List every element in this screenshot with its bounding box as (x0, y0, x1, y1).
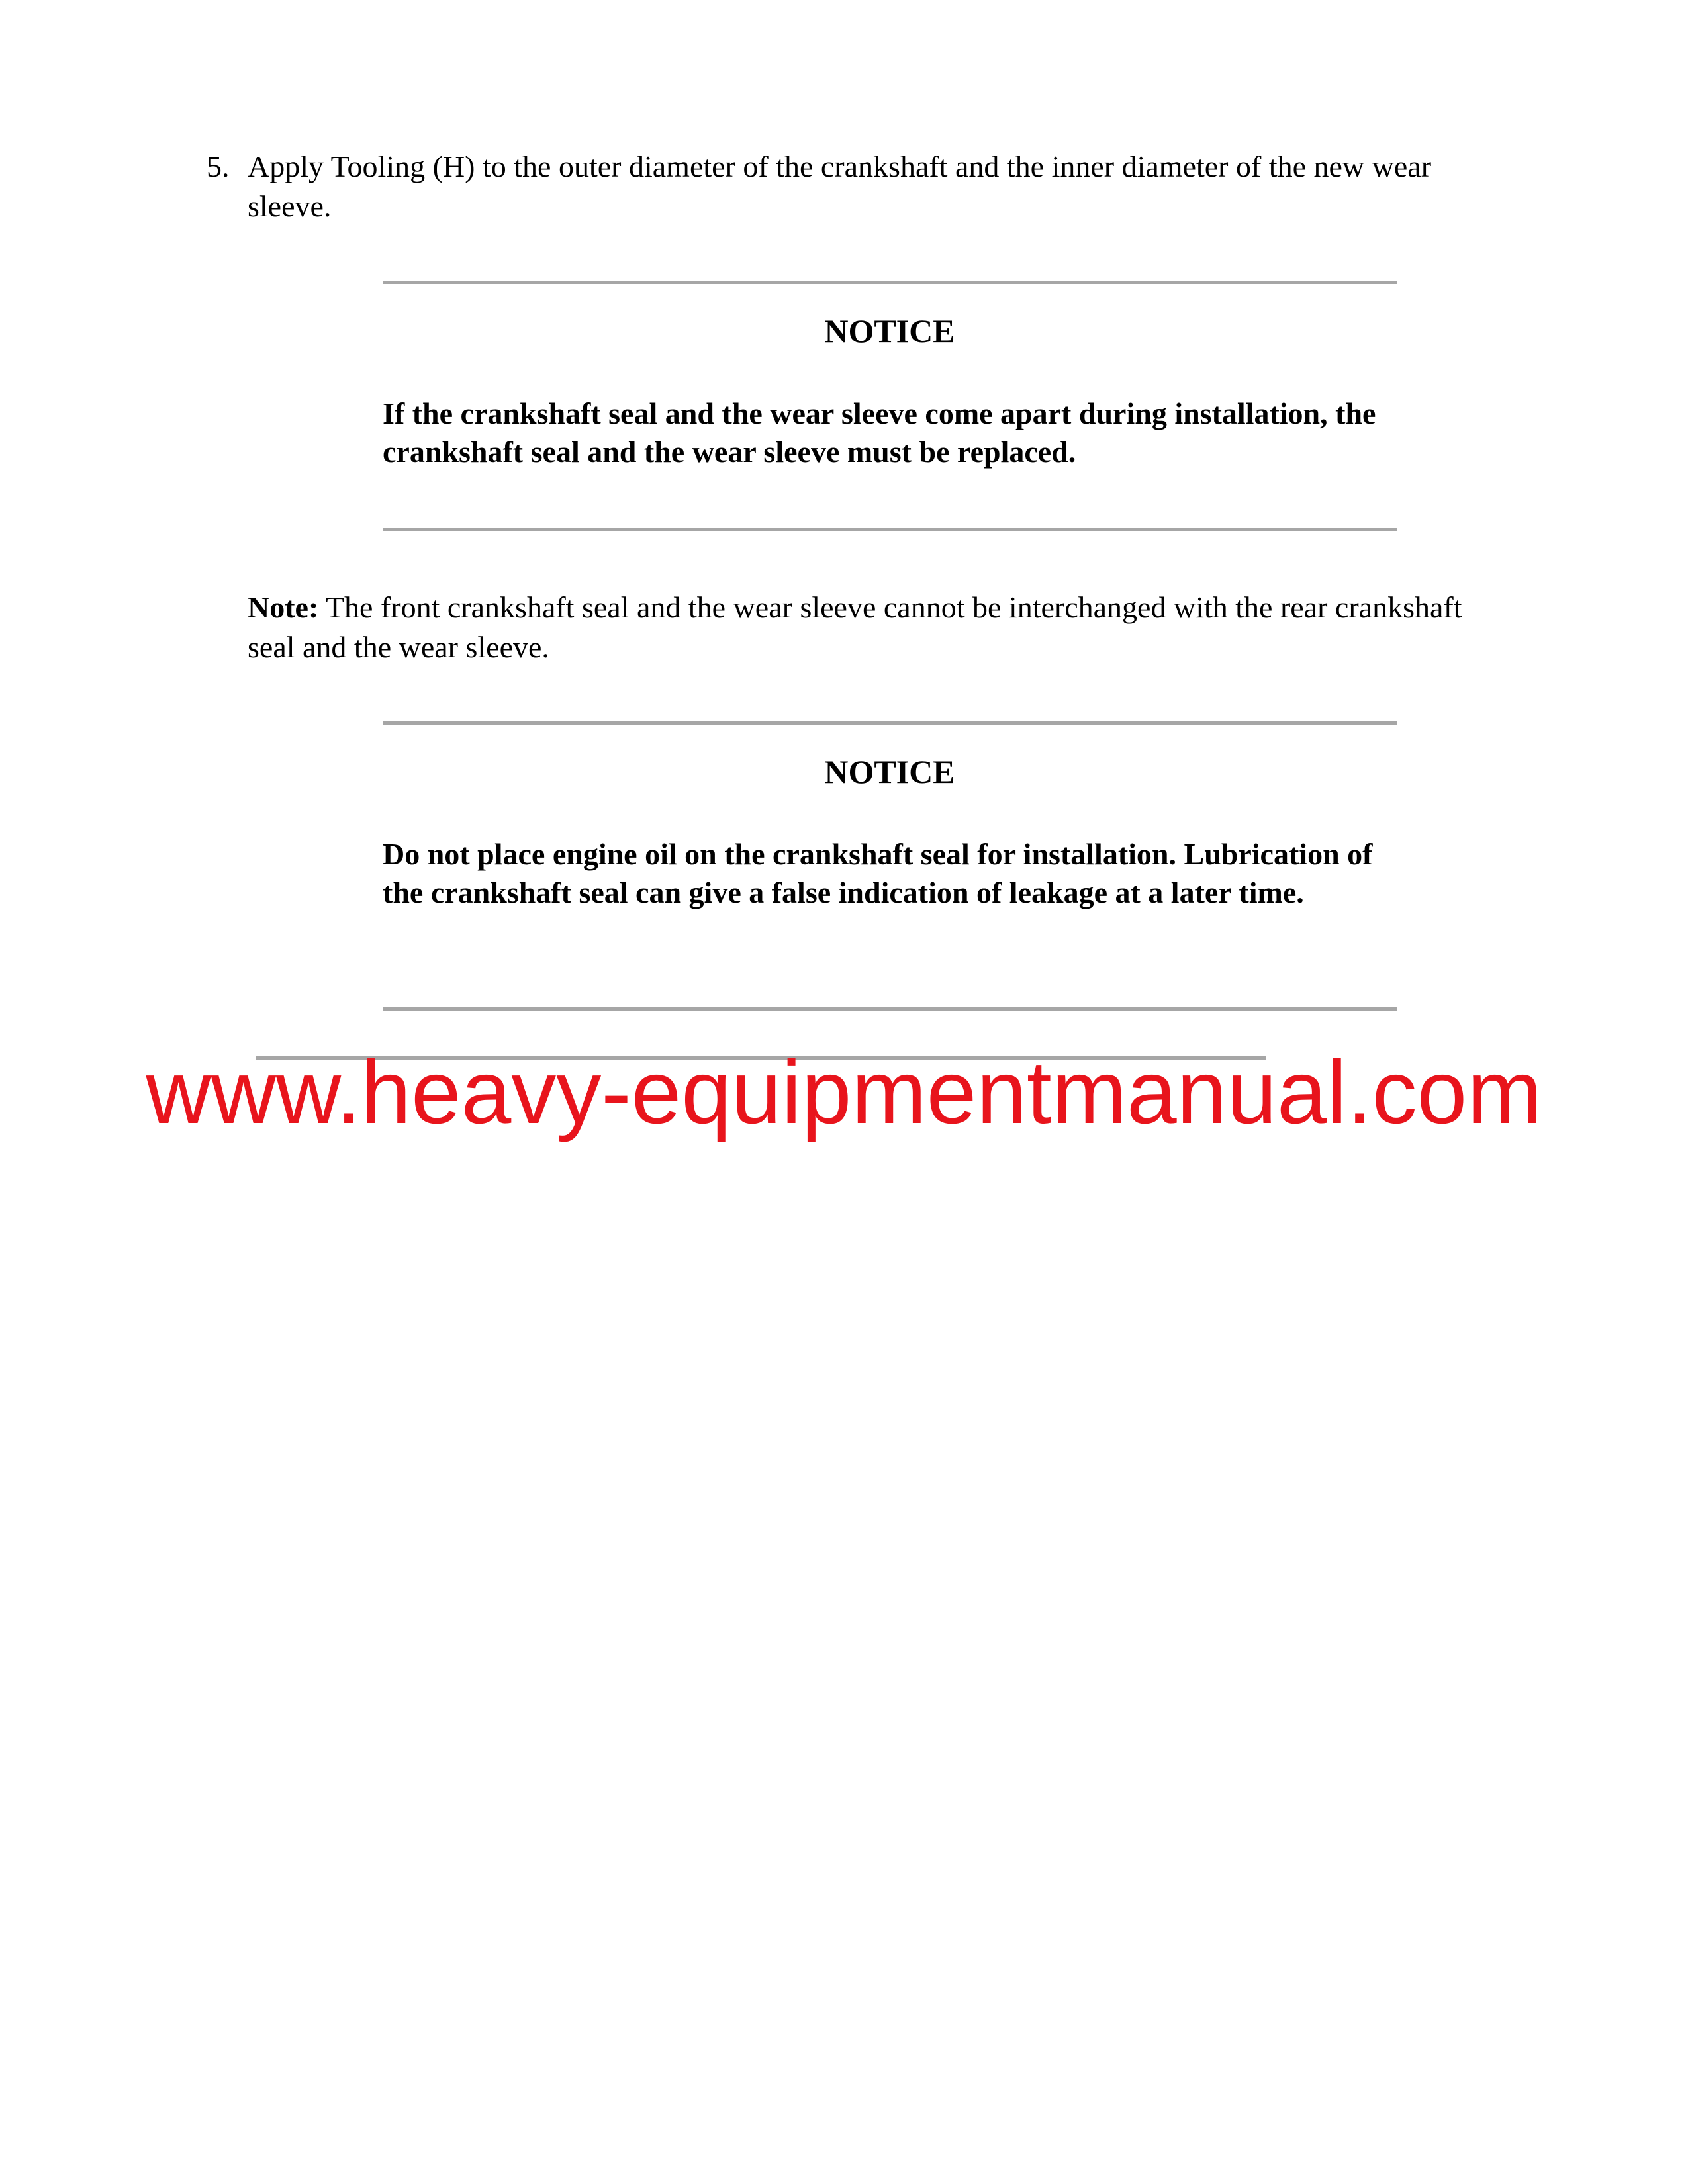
notice-1-body: If the crankshaft seal and the wear sleeve come apart during installation, the crankshaft seal and the wear sleeve must be replaced. (383, 396, 1376, 469)
notice-1-bottom-rule (383, 528, 1397, 531)
notice-2-body: Do not place engine oil on the crankshaft seal for installation. Lubrication of the crankshaft seal can give a false indication of leakage at a later time. (383, 837, 1373, 909)
step-5 (207, 147, 1504, 226)
note (248, 588, 1466, 667)
notice-1-top-rule (383, 281, 1397, 284)
step-number: 5. (207, 150, 230, 183)
notice-2-top-rule (383, 721, 1397, 725)
watermark-url: www.heavy-equipmentmanual.com (146, 1042, 1542, 1142)
step-text: Apply Tooling (H) to the outer diameter of the crankshaft and the inner diameter of the new wear sleeve. (248, 150, 1432, 223)
note-label: Note: (248, 590, 319, 624)
notice-1-title: NOTICE (824, 312, 955, 349)
notice-2-title: NOTICE (824, 753, 955, 790)
note-text: The front crankshaft seal and the wear sleeve cannot be interchanged with the rear crankshaft seal and the wear sleeve. (248, 590, 1462, 664)
notice-2-bottom-rule (383, 1007, 1397, 1011)
